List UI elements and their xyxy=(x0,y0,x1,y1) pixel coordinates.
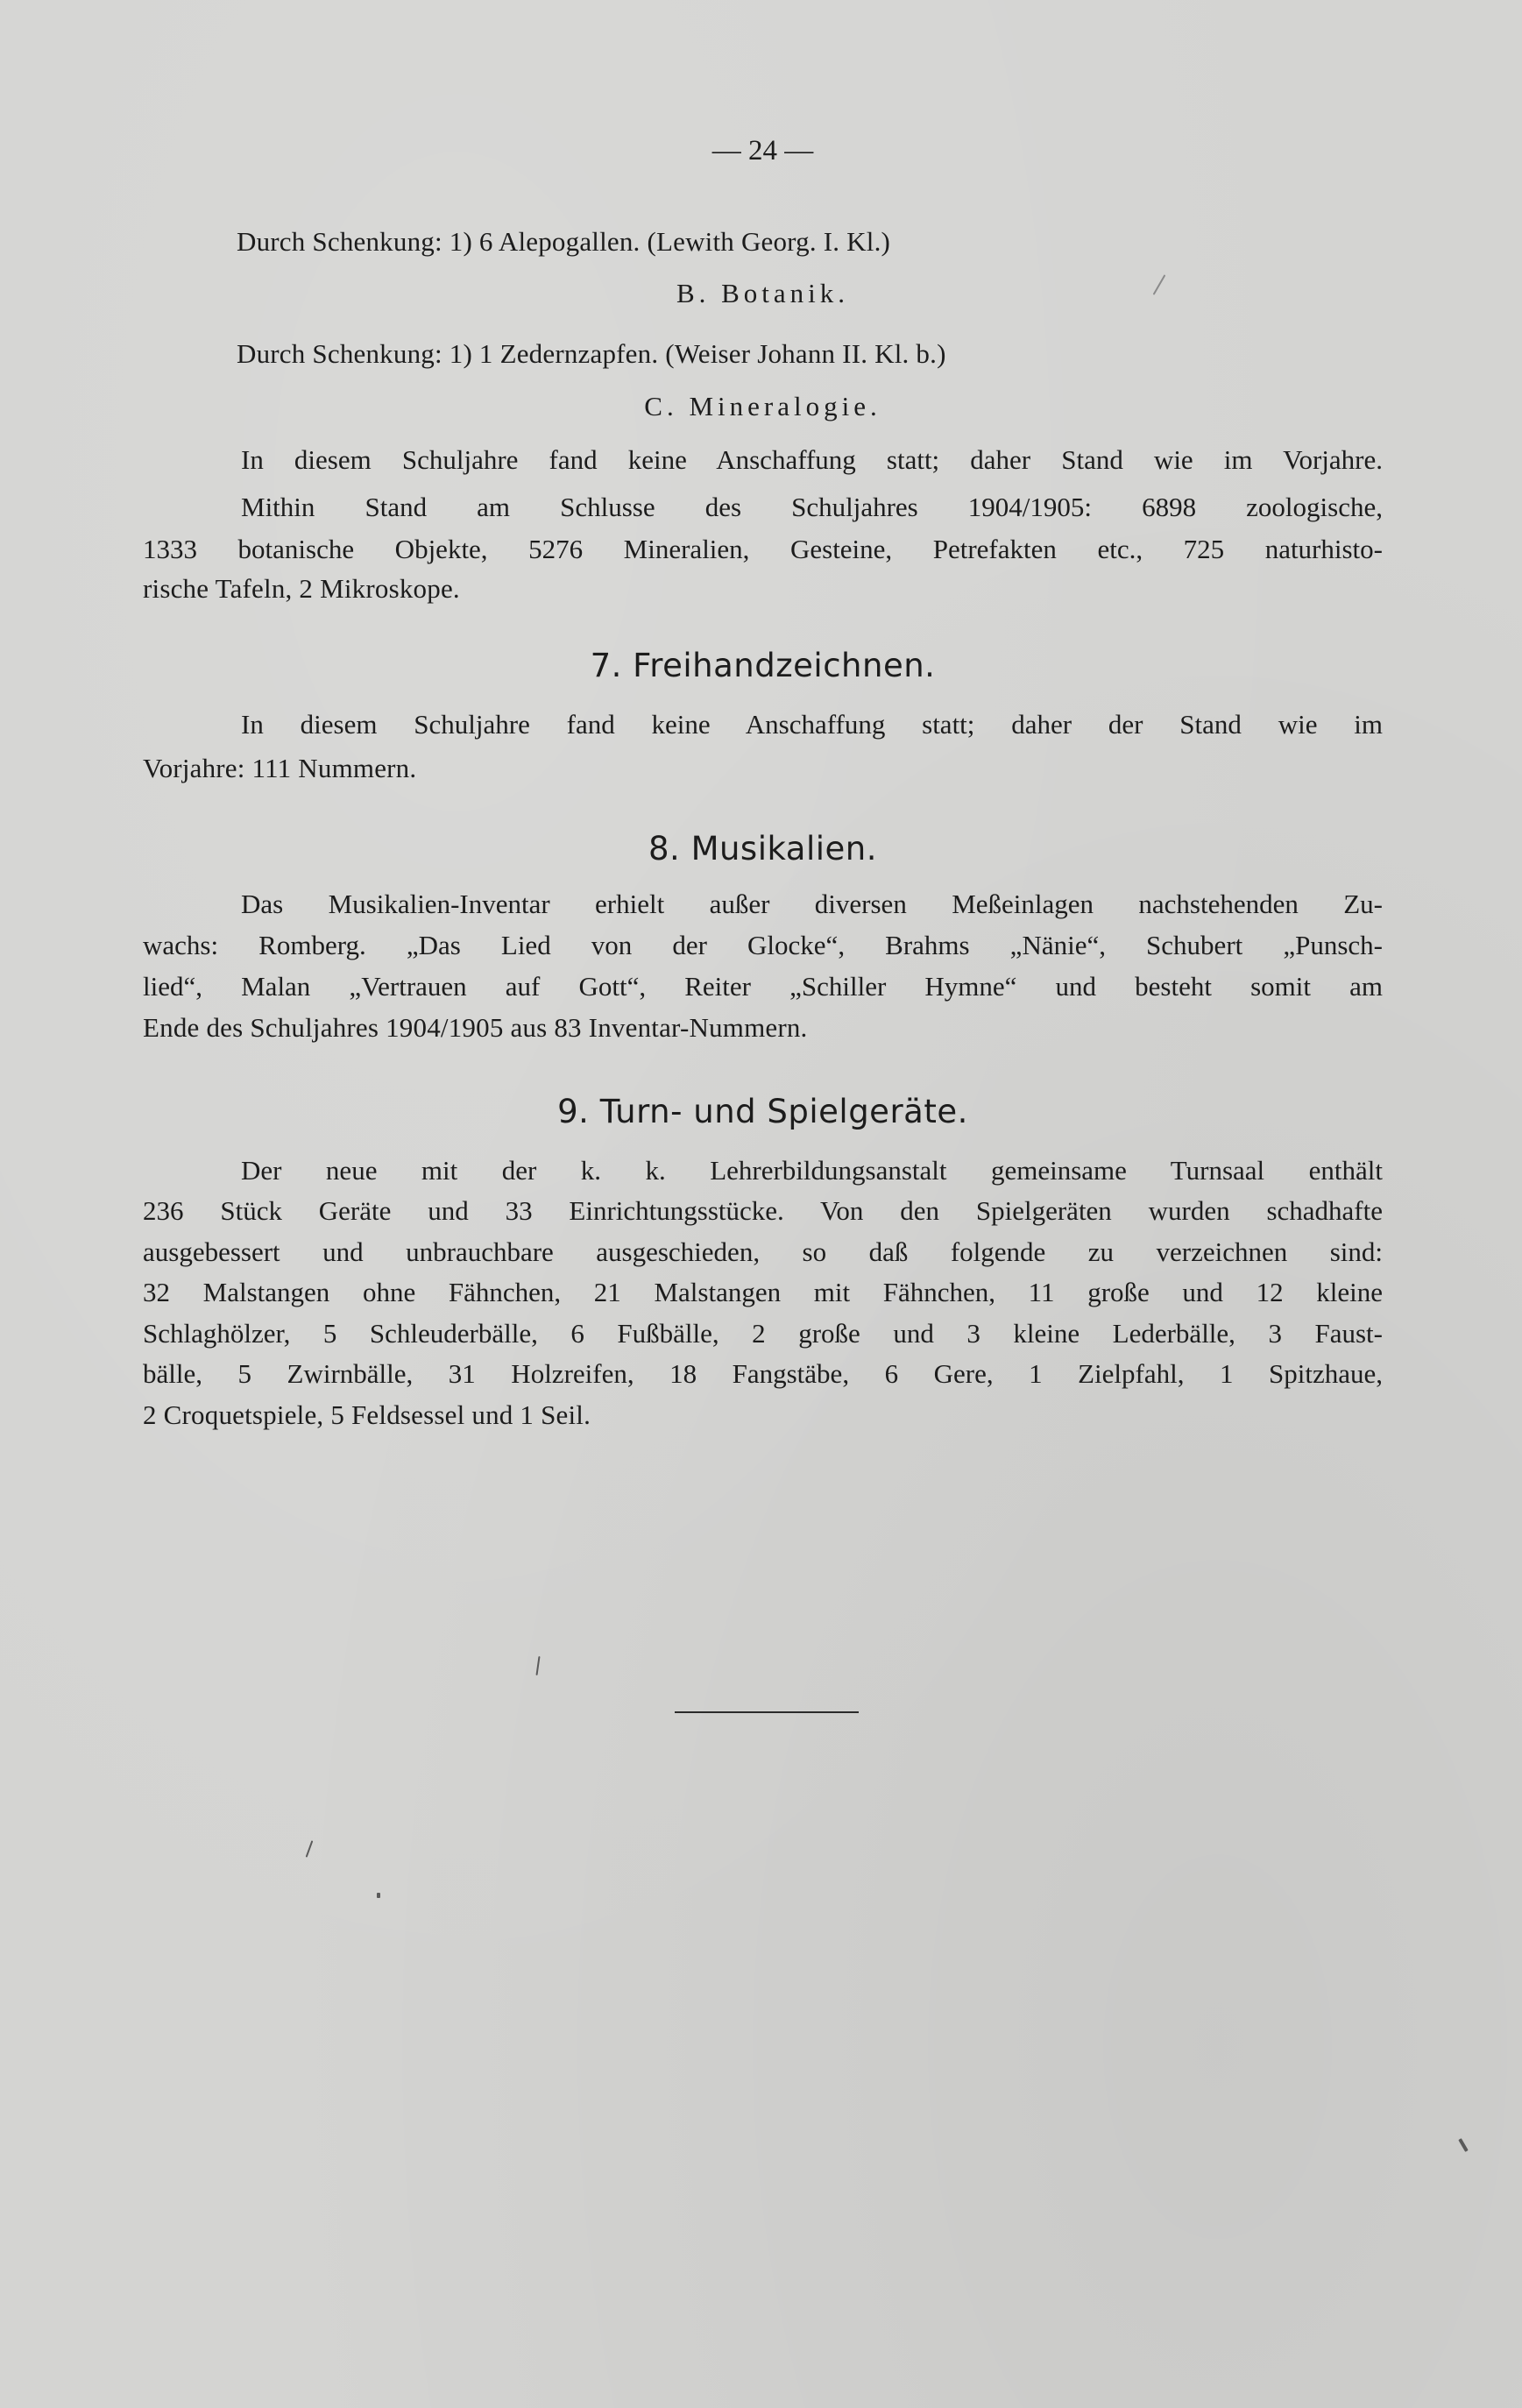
section-7-line: Vorjahre: 111 Nummern. xyxy=(143,753,417,783)
page-number: — 24 — xyxy=(711,135,814,166)
mineralogy-line: 1333 botanische Objekte, 5276 Mineralien, Gesteine, Petrefakten etc., 725 naturhisto- xyxy=(143,534,1383,564)
zoology-donation-line: Durch Schenkung: 1) 6 Alepogallen. (Lewith Georg. I. Kl.) xyxy=(237,226,891,257)
section-9-line: Schlaghölzer, 5 Schleuderbälle, 6 Fußbälle, 2 große und 3 kleine Lederbälle, 3 Faust- xyxy=(143,1318,1383,1349)
mineralogy-line: rische Tafeln, 2 Mikroskope. xyxy=(143,573,460,604)
section-7-line: In diesem Schuljahre fand keine Anschaffung statt; daher der Stand wie im xyxy=(241,709,1383,740)
section-8-line: Das Musikalien-Inventar erhielt außer diversen Meßeinlagen nachstehenden Zu- xyxy=(241,889,1383,919)
section-8-line: lied“, Malan „Vertrauen auf Gott“, Reiter „Schiller Hymne“ und besteht somit am xyxy=(143,971,1383,1002)
scan-speck xyxy=(535,1656,540,1675)
section-9-line: Der neue mit der k. k. Lehrerbildungsanstalt gemeinsame Turnsaal enthält xyxy=(241,1155,1383,1186)
closing-rule xyxy=(675,1711,859,1713)
section-8-line: Ende des Schuljahres 1904/1905 aus 83 Inventar-Nummern. xyxy=(143,1012,808,1043)
mineralogy-line: In diesem Schuljahre fand keine Anschaffung statt; daher Stand wie im Vorjahre. xyxy=(241,444,1383,475)
section-8-heading: 8. Musikalien. xyxy=(648,830,877,868)
section-8-line: wachs: Romberg. „Das Lied von der Glocke“, Brahms „Nänie“, Schubert „Punsch- xyxy=(143,930,1383,960)
scan-speck xyxy=(377,1893,380,1898)
section-7-heading: 7. Freihandzeichnen. xyxy=(590,647,936,684)
botany-donation-line: Durch Schenkung: 1) 1 Zedernzapfen. (Weiser Johann II. Kl. b.) xyxy=(237,338,946,369)
section-9-heading: 9. Turn- und Spielgeräte. xyxy=(557,1093,968,1130)
section-9-line: 2 Croquetspiele, 5 Feldsessel und 1 Seil. xyxy=(143,1399,591,1430)
section-9-line: ausgebessert und unbrauchbare ausgeschieden, so daß folgende zu verzeichnen sind: xyxy=(143,1236,1383,1267)
scan-speck xyxy=(1458,2138,1468,2152)
section-9-line: 32 Malstangen ohne Fähnchen, 21 Malstangen mit Fähnchen, 11 große und 12 kleine xyxy=(143,1277,1383,1307)
botany-heading: B. Botanik. xyxy=(676,278,850,308)
mineralogy-heading: C. Mineralogie. xyxy=(644,391,881,421)
section-9-line: bälle, 5 Zwirnbälle, 31 Holzreifen, 18 Fangstäbe, 6 Gere, 1 Zielpfahl, 1 Spitzhaue, xyxy=(143,1358,1383,1389)
mineralogy-line: Mithin Stand am Schlusse des Schuljahres 1904/1905: 6898 zoologische, xyxy=(241,492,1383,522)
section-9-line: 236 Stück Geräte und 33 Einrichtungsstücke. Von den Spielgeräten wurden schadhafte xyxy=(143,1195,1383,1226)
scan-speck xyxy=(306,1840,314,1857)
